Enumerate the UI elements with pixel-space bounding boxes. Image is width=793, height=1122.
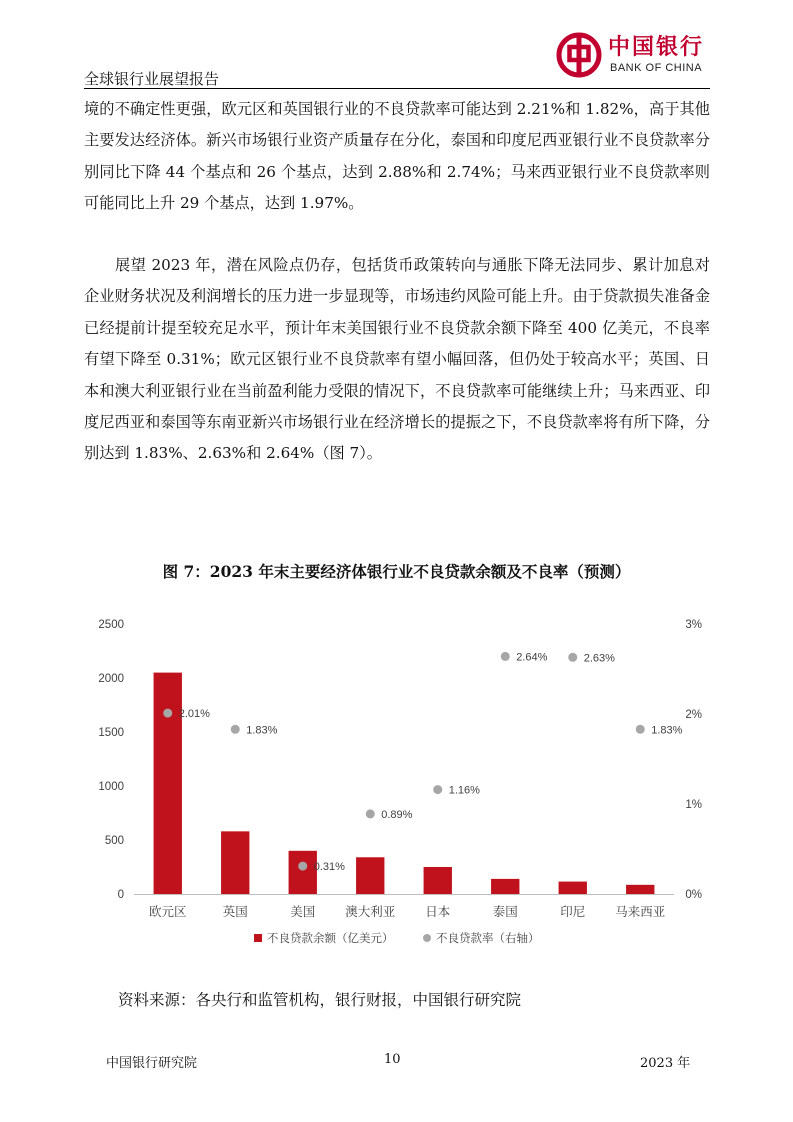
category-label: 马来西亚 (615, 904, 666, 919)
bar (626, 885, 654, 894)
bar (559, 882, 587, 894)
left-axis-tick-label: 0 (117, 889, 124, 901)
right-axis-tick-label: 1% (685, 799, 702, 811)
left-axis-tick-label: 2000 (98, 673, 124, 685)
rate-point (636, 725, 645, 734)
rate-data-label: 0.31% (313, 861, 345, 874)
category-label: 泰国 (492, 904, 518, 919)
rate-point (501, 652, 510, 661)
right-axis-tick-label: 0% (685, 889, 702, 901)
rate-data-label: 1.16% (448, 784, 480, 797)
legend-bar-swatch (254, 934, 262, 942)
bar (154, 673, 182, 894)
legend-marker-label: 不良贷款率（右轴） (436, 931, 540, 945)
rate-point (568, 653, 577, 662)
rate-data-label: 2.63% (583, 652, 615, 665)
category-label: 澳大利亚 (345, 904, 396, 919)
right-axis-tick-label: 3% (685, 619, 702, 631)
bar (491, 879, 519, 894)
footer-year: 2023 年 (640, 1056, 691, 1071)
footer-org: 中国银行研究院 (106, 1056, 198, 1071)
bar (221, 831, 249, 894)
legend-bar-label: 不良贷款余额（亿美元） (267, 931, 394, 945)
category-label: 美国 (290, 904, 316, 919)
category-label: 印尼 (560, 904, 586, 919)
rate-point (163, 709, 172, 718)
category-label: 英国 (222, 904, 248, 919)
bar (356, 857, 384, 894)
rate-data-label: 1.83% (651, 724, 683, 737)
category-label: 欧元区 (148, 904, 187, 919)
report-title: 全球银行业展望报告 (84, 70, 220, 88)
left-axis-tick-label: 1500 (98, 727, 124, 739)
page-number: 10 (384, 1052, 401, 1067)
left-axis-tick-label: 2500 (98, 619, 124, 631)
rate-data-label: 1.83% (246, 724, 278, 737)
bank-of-china-logo (556, 28, 716, 84)
right-axis-tick-label: 2% (685, 709, 702, 721)
rate-data-label: 2.64% (516, 651, 548, 664)
paragraph-2: 展望 2023 年，潜在风险点仍存，包括货币政策转向与通胀下降无法同步、累计加息对企业财务状况及利润增长的压力进一步显现等，市场违约风险可能上升。由于贷款损失准备金已经提前计提至较充足水平，预计年末美国银行业不良贷款余额下降至 400 亿美元，不良率有望下降至 0.31%；欧元区银行业不良贷款率有望小幅回落，但仍处于较高水平；英国、日本和澳大利亚银行业在当前盈利能力受限的情况下，不良贷款率可能继续上升；马来西亚、印度尼西亚和泰国等东南亚新兴市场银行业在经济增长的提振之下，不良贷款率将有所下降，分别达到 1.83%、2.63%和 2.64%（图 7）。 (84, 256, 710, 463)
left-axis-tick-label: 1000 (98, 781, 124, 793)
legend-marker-swatch (423, 934, 431, 942)
left-axis-tick-label: 500 (104, 835, 124, 847)
header-divider (84, 88, 710, 89)
rate-point (433, 785, 442, 794)
figure-title: 图 7：2023 年末主要经济体银行业不良贷款余额及不良率（预测） (162, 562, 631, 581)
figure-source: 资料来源：各央行和监管机构，银行财报，中国银行研究院 (118, 991, 522, 1009)
rate-data-label: 2.01% (178, 708, 210, 721)
bank-of-china-emblem-icon (556, 32, 602, 78)
bar (424, 867, 452, 894)
rate-data-label: 0.89% (381, 808, 413, 821)
paragraph-1: 境的不确定性更强，欧元区和英国银行业的不良贷款率可能达到 2.21%和 1.82%，高于其他主要发达经济体。新兴市场银行业资产质量存在分化，泰国和印度尼西亚银行业不良贷款率分别同比下降 44 个基点和 26 个基点，达到 2.88%和 2.74%；马来西亚银行业不良贷款率则可能同比上升 29 个基点，达到 1.97%。 (84, 100, 710, 213)
rate-point (298, 862, 307, 871)
bar (289, 851, 317, 894)
logo-chinese-text: 中国银行 (608, 35, 705, 60)
npl-chart (84, 608, 724, 960)
rate-point (366, 809, 375, 818)
rate-point (231, 725, 240, 734)
logo-english-text: BANK OF CHINA (610, 62, 703, 74)
category-label: 日本 (425, 904, 451, 919)
